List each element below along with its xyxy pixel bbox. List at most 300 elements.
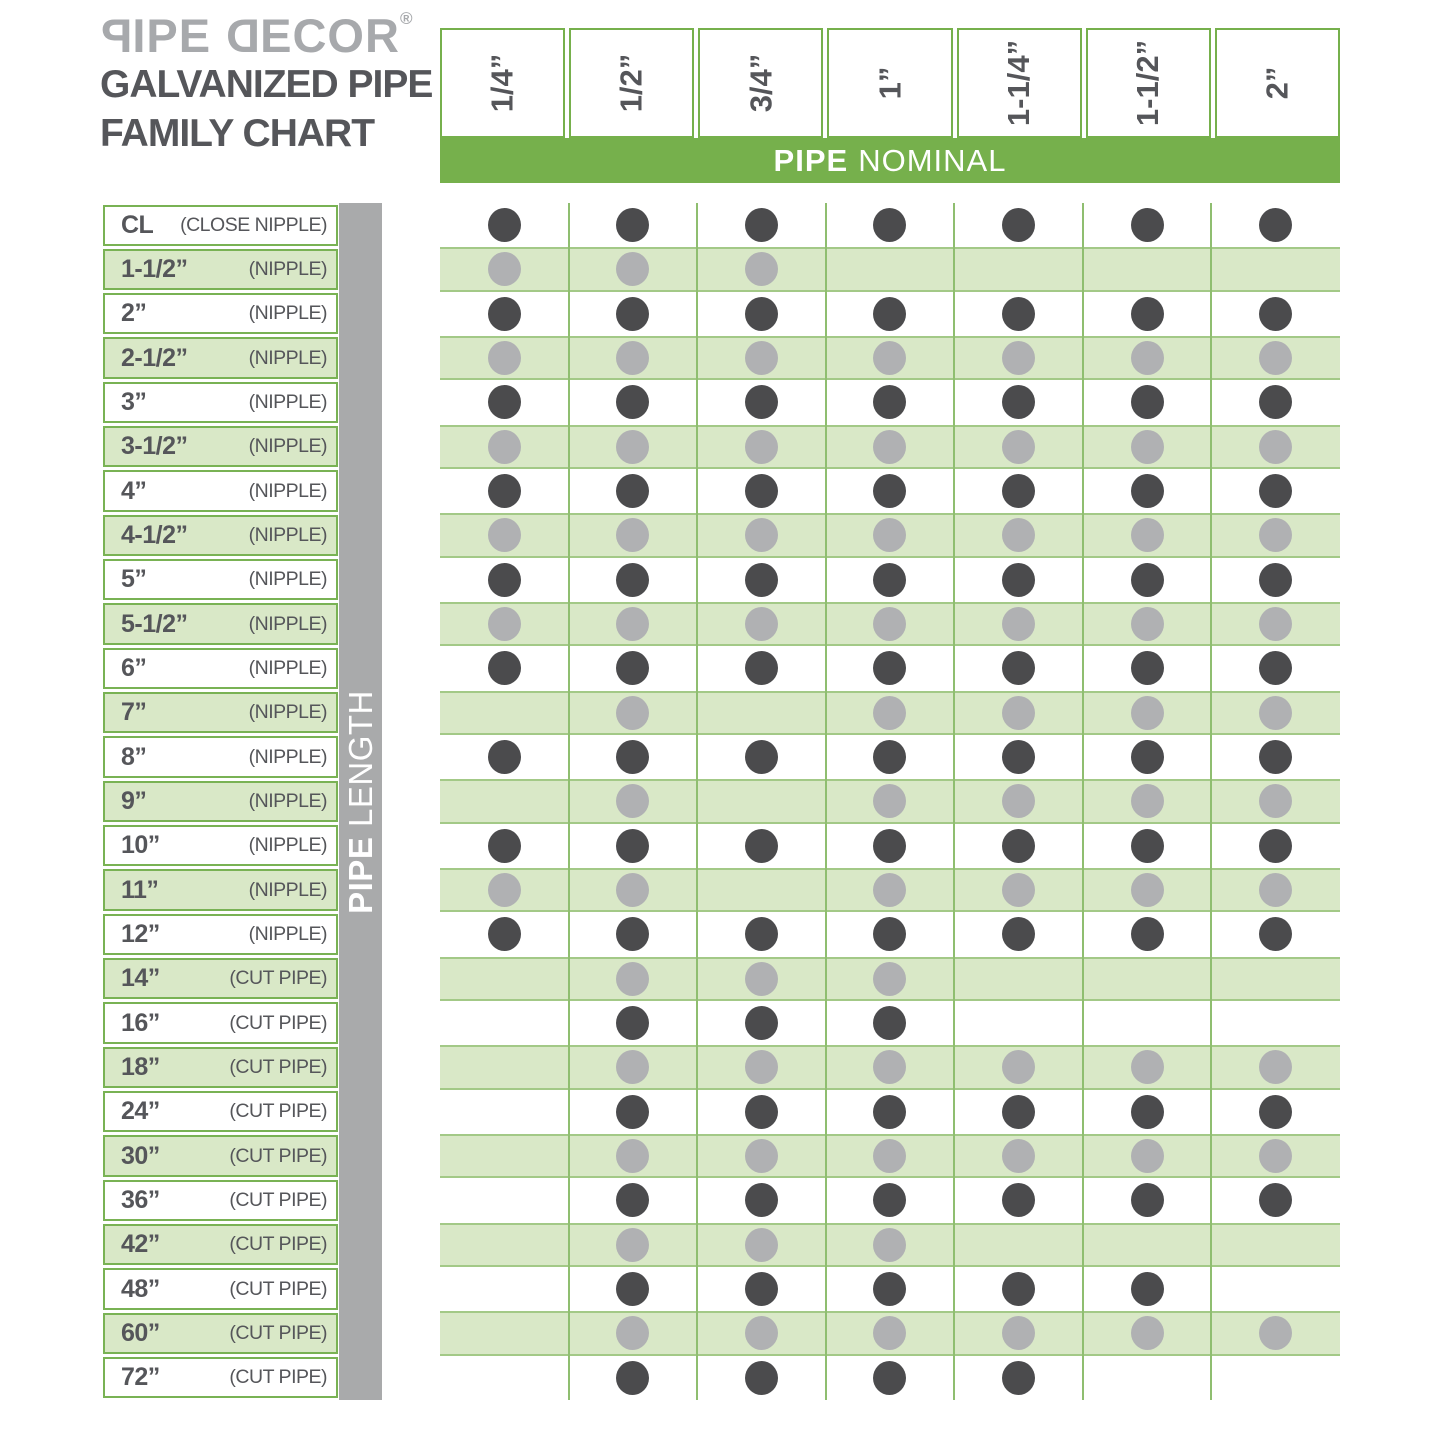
availability-dot xyxy=(488,297,521,331)
matrix-cell xyxy=(826,1313,955,1353)
matrix-cell xyxy=(954,824,1083,868)
matrix-cell xyxy=(954,959,1083,999)
matrix-cell xyxy=(826,249,955,289)
availability-dot xyxy=(1131,1139,1164,1173)
row-label xyxy=(103,382,338,423)
availability-dot xyxy=(1002,1316,1035,1350)
row-label-slot xyxy=(103,1267,338,1311)
matrix-cell xyxy=(1083,604,1212,644)
availability-dot xyxy=(616,607,649,641)
matrix-cell xyxy=(697,912,826,956)
matrix-cell xyxy=(697,1136,826,1176)
row-kind: (CUT PIPE) xyxy=(229,967,327,990)
matrix-cell xyxy=(954,693,1083,733)
matrix-cell xyxy=(826,338,955,378)
availability-dot xyxy=(1259,1139,1292,1173)
row-label xyxy=(103,648,338,689)
column-header-label: 3/4” xyxy=(742,53,778,113)
matrix-cell xyxy=(1211,646,1340,690)
matrix-cell xyxy=(440,515,569,555)
matrix-cell xyxy=(1211,558,1340,602)
availability-dot xyxy=(616,208,649,242)
availability-dot xyxy=(616,474,649,508)
matrix-cell xyxy=(1211,604,1340,644)
column-header xyxy=(957,28,1082,138)
availability-dot xyxy=(1002,474,1035,508)
availability-dot xyxy=(1002,1183,1035,1217)
availability-dot xyxy=(873,385,906,419)
logo-text: IPE xyxy=(132,9,226,62)
pipe-length-rest: LENGTH xyxy=(341,689,379,827)
availability-dot xyxy=(873,518,906,552)
availability-dot xyxy=(745,385,778,419)
matrix-cell xyxy=(569,1356,698,1400)
matrix-cell xyxy=(826,824,955,868)
matrix-cell xyxy=(954,1001,1083,1045)
row-length: 5-1/2” xyxy=(121,609,188,638)
matrix-cell xyxy=(440,1178,569,1222)
matrix-cell xyxy=(569,1090,698,1134)
logo-letter-d-flipped: D xyxy=(225,9,261,62)
matrix-cell xyxy=(1083,203,1212,247)
availability-dot xyxy=(1002,297,1035,331)
row-length: 30” xyxy=(121,1141,160,1170)
row-length: 2-1/2” xyxy=(121,343,188,372)
matrix-cell xyxy=(1083,338,1212,378)
matrix-row xyxy=(440,868,1340,912)
availability-dot xyxy=(873,474,906,508)
row-kind: (NIPPLE) xyxy=(248,302,327,325)
matrix-cell xyxy=(1083,1225,1212,1265)
matrix-cell xyxy=(569,427,698,467)
availability-dot xyxy=(616,1316,649,1350)
matrix-cell xyxy=(697,1225,826,1265)
matrix-row xyxy=(440,425,1340,469)
availability-dot xyxy=(745,297,778,331)
matrix-cell xyxy=(1211,735,1340,779)
matrix-cell xyxy=(1211,1313,1340,1353)
availability-dot xyxy=(1259,784,1292,818)
row-length: 16” xyxy=(121,1008,160,1037)
column-header-row xyxy=(440,28,1340,138)
matrix-cell xyxy=(954,1136,1083,1176)
availability-dot xyxy=(873,1272,906,1306)
availability-dot xyxy=(745,1228,778,1262)
grid-line xyxy=(1082,203,1084,1400)
availability-dot xyxy=(1131,651,1164,685)
availability-dot xyxy=(745,1361,778,1395)
row-label-slot xyxy=(103,1356,338,1400)
matrix-cell xyxy=(954,735,1083,779)
matrix-row xyxy=(440,558,1340,602)
matrix-cell xyxy=(569,604,698,644)
matrix-cell xyxy=(440,249,569,289)
matrix-row xyxy=(440,1045,1340,1089)
availability-dot xyxy=(873,740,906,774)
matrix-cell xyxy=(826,781,955,821)
availability-matrix xyxy=(440,203,1340,1400)
matrix-cell xyxy=(826,1178,955,1222)
availability-dot xyxy=(1259,917,1292,951)
chart-title-line2: FAMILY CHART xyxy=(100,112,375,156)
matrix-cell xyxy=(1211,292,1340,336)
availability-dot xyxy=(488,829,521,863)
matrix-cell xyxy=(1211,824,1340,868)
matrix-cell xyxy=(697,604,826,644)
matrix-cell xyxy=(440,338,569,378)
pipe-length-bar xyxy=(339,203,382,1400)
row-length: CL xyxy=(121,210,154,239)
availability-dot xyxy=(616,1228,649,1262)
availability-dot xyxy=(616,385,649,419)
availability-dot xyxy=(488,917,521,951)
availability-dot xyxy=(488,208,521,242)
matrix-cell xyxy=(697,1356,826,1400)
availability-dot xyxy=(616,873,649,907)
row-kind: (CUT PIPE) xyxy=(229,1011,327,1034)
matrix-cell xyxy=(697,781,826,821)
availability-dot xyxy=(616,563,649,597)
row-kind: (CUT PIPE) xyxy=(229,1321,327,1344)
availability-dot xyxy=(616,252,649,286)
availability-dot xyxy=(745,607,778,641)
availability-dot xyxy=(488,341,521,375)
availability-dot xyxy=(1131,873,1164,907)
column-header-label: 1/4” xyxy=(484,53,520,113)
matrix-cell xyxy=(954,203,1083,247)
availability-dot xyxy=(616,740,649,774)
row-label xyxy=(103,337,338,378)
availability-dot xyxy=(745,1050,778,1084)
row-kind: (CUT PIPE) xyxy=(229,1366,327,1389)
row-length: 8” xyxy=(121,742,147,771)
matrix-cell xyxy=(569,292,698,336)
matrix-cell xyxy=(1211,1267,1340,1311)
matrix-cell xyxy=(1211,1001,1340,1045)
row-label xyxy=(103,869,338,910)
availability-dot xyxy=(488,385,521,419)
matrix-cell xyxy=(1083,1267,1212,1311)
logo-letter-p-flipped: P xyxy=(100,9,133,62)
matrix-cell xyxy=(440,604,569,644)
matrix-cell xyxy=(569,735,698,779)
matrix-cell xyxy=(440,1047,569,1087)
row-label-slot xyxy=(103,1223,338,1267)
availability-dot xyxy=(1002,518,1035,552)
availability-dot xyxy=(1131,829,1164,863)
availability-dot xyxy=(745,563,778,597)
availability-dot xyxy=(1259,385,1292,419)
availability-dot xyxy=(1259,607,1292,641)
availability-dot xyxy=(1259,430,1292,464)
availability-dot xyxy=(1259,341,1292,375)
availability-dot xyxy=(873,1139,906,1173)
row-kind: (CUT PIPE) xyxy=(229,1100,327,1123)
matrix-cell xyxy=(697,693,826,733)
availability-dot xyxy=(1002,385,1035,419)
grid-line xyxy=(696,203,698,1400)
matrix-cell xyxy=(1211,1356,1340,1400)
availability-dot xyxy=(616,829,649,863)
row-label xyxy=(103,603,338,644)
availability-dot xyxy=(745,1006,778,1040)
availability-dot xyxy=(873,829,906,863)
row-kind: (NIPPLE) xyxy=(248,612,327,635)
availability-dot xyxy=(873,430,906,464)
matrix-cell xyxy=(697,558,826,602)
matrix-cell xyxy=(569,1178,698,1222)
matrix-cell xyxy=(1083,427,1212,467)
row-length: 18” xyxy=(121,1052,160,1081)
row-label-slot xyxy=(103,646,338,690)
matrix-cell xyxy=(697,1001,826,1045)
row-label xyxy=(103,426,338,467)
matrix-cell xyxy=(954,646,1083,690)
availability-dot xyxy=(616,917,649,951)
matrix-row xyxy=(440,380,1340,424)
row-length: 72” xyxy=(121,1363,160,1392)
matrix-cell xyxy=(954,1225,1083,1265)
registered-trademark: ® xyxy=(399,9,413,28)
row-label-slot xyxy=(103,513,338,557)
matrix-row xyxy=(440,1178,1340,1222)
matrix-cell xyxy=(954,427,1083,467)
matrix-cell xyxy=(1083,735,1212,779)
availability-dot xyxy=(1002,651,1035,685)
availability-dot xyxy=(616,1050,649,1084)
matrix-cell xyxy=(1083,1136,1212,1176)
availability-dot xyxy=(873,917,906,951)
matrix-cell xyxy=(826,203,955,247)
row-label-slot xyxy=(103,1090,338,1134)
availability-dot xyxy=(616,341,649,375)
availability-dot xyxy=(616,1272,649,1306)
matrix-cell xyxy=(440,1001,569,1045)
row-label xyxy=(103,293,338,334)
matrix-cell xyxy=(569,870,698,910)
matrix-cell xyxy=(1083,912,1212,956)
matrix-cell xyxy=(440,380,569,424)
availability-dot xyxy=(1002,829,1035,863)
matrix-cell xyxy=(954,469,1083,513)
row-kind: (NIPPLE) xyxy=(248,789,327,812)
row-label-slot xyxy=(103,735,338,779)
matrix-cell xyxy=(569,1313,698,1353)
row-label-slot xyxy=(103,1311,338,1355)
availability-dot xyxy=(1259,518,1292,552)
availability-dot xyxy=(873,1183,906,1217)
availability-dot xyxy=(873,1361,906,1395)
matrix-cell xyxy=(1211,1136,1340,1176)
matrix-cell xyxy=(826,735,955,779)
matrix-cell xyxy=(826,380,955,424)
matrix-row xyxy=(440,1356,1340,1400)
column-header-label: 1/2” xyxy=(613,53,649,113)
grid-line xyxy=(825,203,827,1400)
pipe-length-bold: PIPE xyxy=(341,836,379,914)
matrix-row xyxy=(440,912,1340,956)
grid-line xyxy=(1210,203,1212,1400)
availability-dot xyxy=(1131,430,1164,464)
row-label-slot xyxy=(103,779,338,823)
availability-dot xyxy=(1131,563,1164,597)
availability-dot xyxy=(1259,1050,1292,1084)
row-kind: (CUT PIPE) xyxy=(229,1144,327,1167)
row-label xyxy=(103,692,338,733)
matrix-cell xyxy=(1211,870,1340,910)
matrix-cell xyxy=(569,1047,698,1087)
matrix-row xyxy=(440,646,1340,690)
matrix-cell xyxy=(697,1090,826,1134)
matrix-cell xyxy=(569,469,698,513)
availability-dot xyxy=(1259,1183,1292,1217)
availability-dot xyxy=(745,474,778,508)
row-label-slot xyxy=(103,203,338,247)
matrix-cell xyxy=(1211,427,1340,467)
row-label xyxy=(103,825,338,866)
matrix-cell xyxy=(569,693,698,733)
matrix-cell xyxy=(1083,1047,1212,1087)
matrix-cell xyxy=(954,1090,1083,1134)
matrix-cell xyxy=(1083,1090,1212,1134)
matrix-cell xyxy=(826,469,955,513)
matrix-row xyxy=(440,469,1340,513)
matrix-cell xyxy=(826,515,955,555)
matrix-row xyxy=(440,247,1340,291)
matrix-cell xyxy=(826,1047,955,1087)
matrix-cell xyxy=(1211,380,1340,424)
availability-dot xyxy=(745,962,778,996)
availability-dot xyxy=(488,518,521,552)
matrix-cell xyxy=(826,292,955,336)
matrix-row xyxy=(440,779,1340,823)
row-label xyxy=(103,1224,338,1265)
matrix-cell xyxy=(569,781,698,821)
matrix-cell xyxy=(1083,1178,1212,1222)
column-header xyxy=(698,28,823,138)
availability-dot xyxy=(616,1361,649,1395)
matrix-cell xyxy=(954,380,1083,424)
logo-text: ECOR xyxy=(260,9,400,62)
matrix-cell xyxy=(1211,959,1340,999)
row-label xyxy=(103,249,338,290)
availability-dot xyxy=(1131,740,1164,774)
matrix-cell xyxy=(954,1313,1083,1353)
availability-dot xyxy=(616,1006,649,1040)
matrix-cell xyxy=(1083,824,1212,868)
matrix-cell xyxy=(697,1047,826,1087)
availability-dot xyxy=(1131,917,1164,951)
availability-dot xyxy=(745,1272,778,1306)
row-label-slot xyxy=(103,292,338,336)
availability-dot xyxy=(1002,1050,1035,1084)
matrix-cell xyxy=(697,469,826,513)
row-label-slot xyxy=(103,469,338,513)
availability-dot xyxy=(1002,740,1035,774)
matrix-cell xyxy=(1211,1090,1340,1134)
matrix-cell xyxy=(1083,781,1212,821)
matrix-row xyxy=(440,1311,1340,1355)
column-header xyxy=(1086,28,1211,138)
row-label-slot xyxy=(103,1178,338,1222)
matrix-cell xyxy=(440,292,569,336)
availability-dot xyxy=(873,873,906,907)
row-length: 6” xyxy=(121,653,147,682)
matrix-cell xyxy=(1211,1047,1340,1087)
matrix-cell xyxy=(954,1356,1083,1400)
availability-dot xyxy=(488,873,521,907)
availability-dot xyxy=(1002,784,1035,818)
matrix-row xyxy=(440,735,1340,779)
availability-dot xyxy=(1259,297,1292,331)
row-label xyxy=(103,1268,338,1309)
matrix-cell xyxy=(954,1047,1083,1087)
availability-dot xyxy=(1131,208,1164,242)
matrix-cell xyxy=(1211,693,1340,733)
matrix-row xyxy=(440,1001,1340,1045)
matrix-cell xyxy=(954,1267,1083,1311)
matrix-cell xyxy=(440,959,569,999)
availability-dot xyxy=(1131,1050,1164,1084)
matrix-cell xyxy=(826,604,955,644)
availability-dot xyxy=(1002,341,1035,375)
matrix-row xyxy=(440,1223,1340,1267)
availability-dot xyxy=(488,740,521,774)
matrix-cell xyxy=(569,558,698,602)
matrix-cell xyxy=(569,912,698,956)
matrix-cell xyxy=(1211,912,1340,956)
matrix-cell xyxy=(826,1356,955,1400)
row-label xyxy=(103,1047,338,1088)
availability-dot xyxy=(745,651,778,685)
availability-dot xyxy=(1002,208,1035,242)
row-kind: (NIPPLE) xyxy=(248,568,327,591)
matrix-cell xyxy=(1083,558,1212,602)
column-header-label: 1-1/2” xyxy=(1130,39,1166,127)
matrix-cell xyxy=(440,912,569,956)
matrix-cell xyxy=(1083,292,1212,336)
availability-dot xyxy=(488,252,521,286)
availability-dot xyxy=(873,341,906,375)
availability-dot xyxy=(488,651,521,685)
row-label-slot xyxy=(103,247,338,291)
grid-line xyxy=(953,203,955,1400)
matrix-cell xyxy=(569,824,698,868)
row-length: 24” xyxy=(121,1097,160,1126)
availability-dot xyxy=(1131,518,1164,552)
matrix-cell xyxy=(954,292,1083,336)
availability-dot xyxy=(1002,607,1035,641)
matrix-cell xyxy=(440,693,569,733)
matrix-cell xyxy=(569,380,698,424)
availability-dot xyxy=(1002,563,1035,597)
matrix-row xyxy=(440,1090,1340,1134)
matrix-cell xyxy=(1211,203,1340,247)
row-label xyxy=(103,781,338,822)
row-label-slot xyxy=(103,868,338,912)
row-label xyxy=(103,958,338,999)
availability-dot xyxy=(1002,1361,1035,1395)
availability-dot xyxy=(616,696,649,730)
availability-dot xyxy=(873,651,906,685)
row-label xyxy=(103,1180,338,1221)
matrix-row xyxy=(440,513,1340,557)
matrix-cell xyxy=(1083,380,1212,424)
matrix-cell xyxy=(569,1136,698,1176)
matrix-cell xyxy=(826,1001,955,1045)
availability-dot xyxy=(1259,563,1292,597)
matrix-cell xyxy=(1083,249,1212,289)
